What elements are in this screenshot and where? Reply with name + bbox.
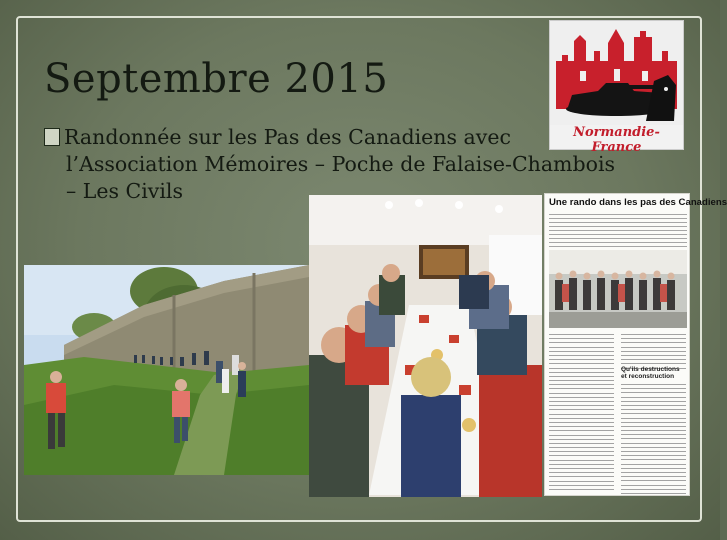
clipping-group-photo	[549, 250, 687, 328]
bullet-line-2: l’Association Mémoires – Poche de Falaise-Chambois	[66, 152, 616, 176]
bullet-box-icon	[44, 128, 60, 146]
normandie-france-logo	[549, 20, 684, 155]
bullet-line-3: – Les Civils	[66, 179, 184, 203]
newspaper-clipping	[544, 193, 727, 496]
clipping-column-right-lower	[621, 384, 686, 497]
clipping-column-left	[549, 334, 614, 493]
hiking-photo	[24, 265, 309, 475]
logo-castle-graphic	[550, 21, 683, 125]
logo-text: Normandie-France	[573, 125, 660, 155]
bullet-line-1-text: Randonnée sur les Pas des Canadiens avec	[64, 125, 511, 149]
clipping-subhead-1: Qu'ils destructions	[621, 366, 680, 373]
dinner-photo	[309, 195, 542, 497]
clipping-intro-lines	[549, 214, 687, 250]
slide-title: Septembre 2015	[44, 56, 389, 102]
clipping-subhead	[621, 366, 680, 380]
clipping-headline: Une rando dans les pas des Canadiens	[549, 197, 727, 208]
clipping-subhead-2: et reconstruction	[621, 373, 675, 380]
